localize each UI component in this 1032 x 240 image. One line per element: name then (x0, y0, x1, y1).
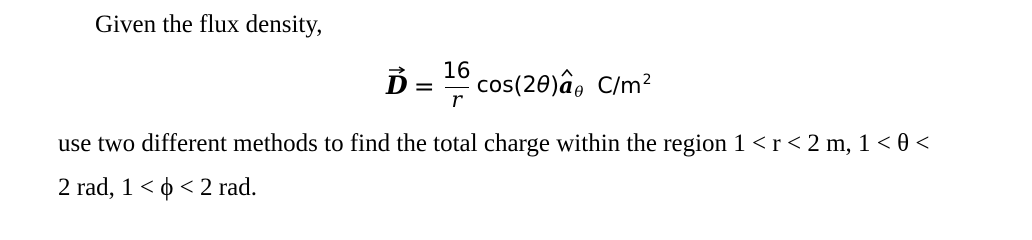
vector-arrow-icon (389, 66, 405, 74)
units (597, 71, 652, 99)
unit-vector (559, 73, 573, 99)
flux-density-equation (386, 54, 652, 118)
open-paren: ( (513, 73, 523, 99)
problem-line-1: use two different methods to find the total charge within the region 1 < r < 2 m, 1 < θ < (58, 130, 930, 157)
cos-function: cos (476, 73, 514, 98)
fraction-denominator: r (451, 87, 462, 113)
problem-line-2: 2 rad, 1 < ϕ < 2 rad. (58, 174, 257, 201)
vector-d-letter: D (386, 71, 408, 100)
close-paren: ) (550, 73, 560, 99)
equals-sign: = (413, 71, 435, 101)
hat-icon (561, 69, 573, 77)
units-exponent: 2 (642, 71, 652, 88)
unit-vector-letter: a (559, 73, 574, 99)
fraction-numerator: 16 (442, 58, 471, 84)
vector-d (386, 71, 408, 101)
intro-text: Given the flux density, (95, 11, 323, 38)
problem-statement (58, 122, 998, 210)
unit-vector-subscript: θ (574, 83, 584, 101)
units-base: C/m (597, 73, 642, 99)
fraction (441, 59, 473, 114)
arg-theta: θ (536, 73, 551, 98)
arg-coefficient: 2 (522, 73, 537, 98)
